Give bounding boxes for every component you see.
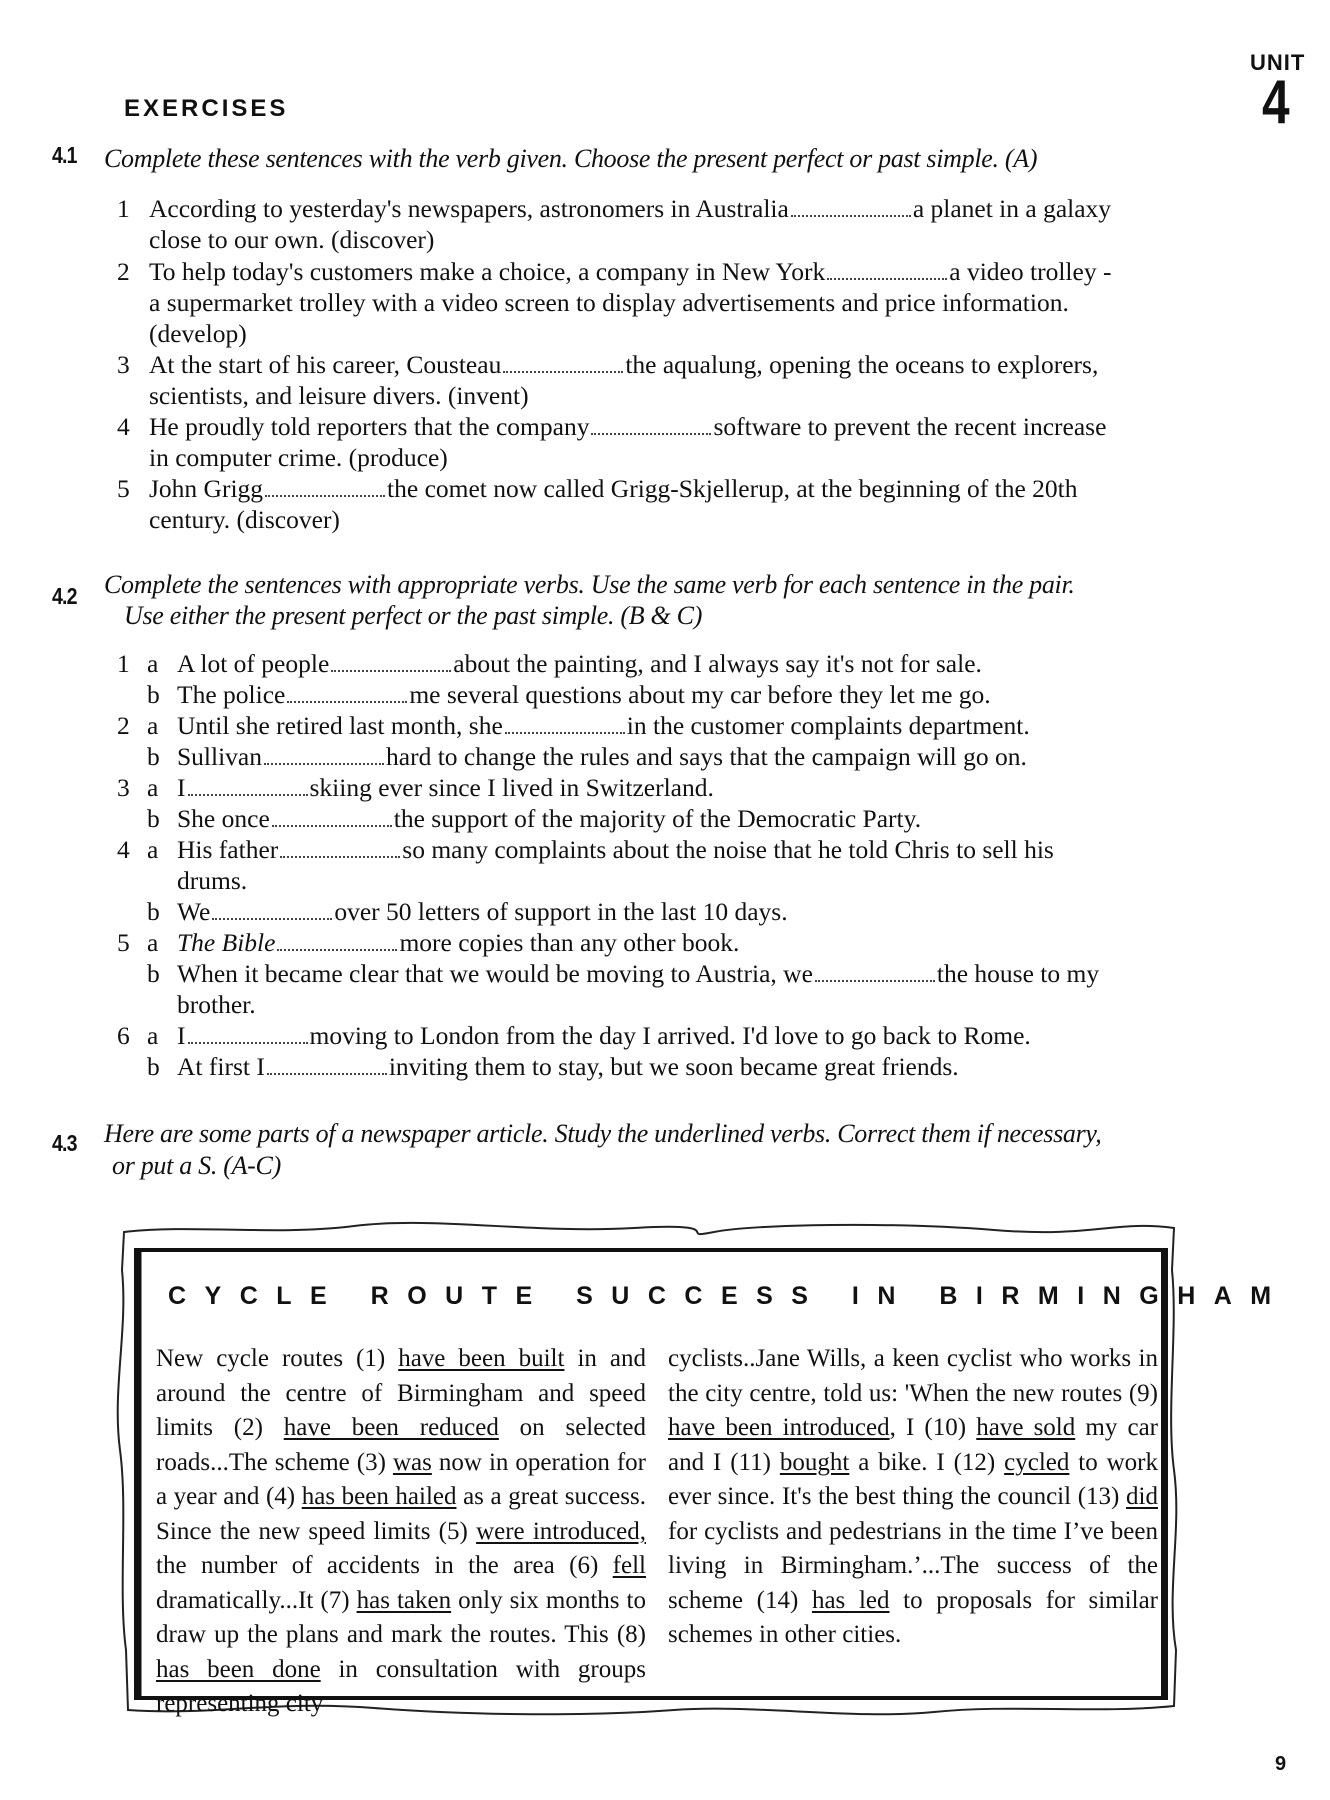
item-text: To help today's customers make a choice, a company in New York xyxy=(149,257,826,286)
underlined-verb: bought xyxy=(779,1448,850,1476)
list-item xyxy=(117,958,1217,1020)
item-text: At first I xyxy=(177,1052,265,1081)
item-letter: a xyxy=(147,649,159,678)
item-text: The police xyxy=(177,680,286,709)
item-text: skiing ever since I lived in Switzerland. xyxy=(309,773,714,802)
item-text: The Bible xyxy=(177,928,276,957)
item-text: more copies than any other book. xyxy=(399,928,740,957)
exercise-number: 4.1 xyxy=(52,142,77,168)
article-column-left xyxy=(156,1342,646,1722)
answer-blank[interactable] xyxy=(791,214,911,217)
article-text: only six months to draw up the plans and mark the routes. This (8) xyxy=(156,1586,646,1648)
underlined-verb: cycled xyxy=(1004,1448,1070,1476)
unit-label: UNIT xyxy=(1250,50,1306,75)
exercise-4-1-items xyxy=(117,193,1217,535)
list-item xyxy=(117,648,1217,679)
item-text: He proudly told reporters that the company xyxy=(149,412,590,441)
list-item xyxy=(117,803,1217,834)
underlined-verb: have been built xyxy=(398,1345,565,1372)
item-text: (develop) xyxy=(149,319,247,348)
answer-blank[interactable] xyxy=(287,700,407,703)
unit-number: 4 xyxy=(1262,68,1290,137)
item-text: Until she retired last month, she xyxy=(177,711,503,740)
item-text: We xyxy=(177,897,211,926)
item-text: the aqualung, opening the oceans to explorers, xyxy=(625,350,1099,379)
item-letter: a xyxy=(147,773,159,802)
item-text: Sullivan xyxy=(177,742,263,771)
article-text: my car and I (11) xyxy=(668,1414,1158,1476)
answer-blank[interactable] xyxy=(188,793,308,796)
item-letter: b xyxy=(147,742,160,771)
answer-blank[interactable] xyxy=(264,762,384,765)
item-text: brother. xyxy=(177,990,256,1019)
item-number: 3 xyxy=(117,350,130,379)
exercise-number: 4.3 xyxy=(52,1130,77,1156)
answer-blank[interactable] xyxy=(815,979,935,982)
article-text: a bike. I (12) xyxy=(849,1448,1005,1476)
answer-blank[interactable] xyxy=(591,432,711,435)
item-letter: b xyxy=(147,959,160,988)
item-text: She once xyxy=(177,804,270,833)
answer-blank[interactable] xyxy=(212,917,332,920)
answer-blank[interactable] xyxy=(272,824,392,827)
article-text: to proposals for similar schemes in other cities. xyxy=(668,1586,1158,1648)
article-column-right xyxy=(668,1342,1158,1653)
exercise-number: 4.2 xyxy=(52,583,77,609)
item-letter: a xyxy=(147,835,159,864)
article-text: dramatically...It (7) xyxy=(156,1586,357,1614)
article-text: in and around the centre of Birmingham and speed limits (2) xyxy=(156,1345,646,1441)
list-item xyxy=(117,473,1217,535)
underlined-verb: has led xyxy=(811,1586,890,1614)
item-number: 1 xyxy=(117,649,130,678)
item-letter: b xyxy=(147,804,160,833)
item-text: drums. xyxy=(177,866,248,895)
exercise-instruction: Use either the present perfect or the past simple. (B & C) xyxy=(124,601,703,630)
item-number: 2 xyxy=(117,711,130,740)
item-letter: a xyxy=(147,711,159,740)
item-text: so many complaints about the noise that he told Chris to sell his xyxy=(402,835,1054,864)
item-letter: b xyxy=(147,680,160,709)
exercise-instruction: Complete the sentences with appropriate verbs. Use the same verb for each sentence in the pair. xyxy=(104,570,1075,599)
answer-blank[interactable] xyxy=(331,669,451,672)
item-text: At the start of his career, Cousteau xyxy=(149,350,502,379)
answer-blank[interactable] xyxy=(188,1041,308,1044)
list-item xyxy=(117,1051,1217,1082)
item-text: in computer crime. (produce) xyxy=(149,443,448,472)
answer-blank[interactable] xyxy=(503,370,623,373)
answer-blank[interactable] xyxy=(265,494,385,497)
item-text: a video trolley - xyxy=(949,257,1112,286)
list-item xyxy=(117,741,1217,772)
item-text: the comet now called Grigg-Skjellerup, at the beginning of the 20th xyxy=(387,474,1078,503)
exercise-instruction: or put a S. (A-C) xyxy=(112,1151,281,1180)
list-item xyxy=(117,927,1217,958)
item-text: I xyxy=(177,1021,186,1050)
underlined-verb: did xyxy=(1126,1483,1158,1510)
item-text: the support of the majority of the Democratic Party. xyxy=(393,804,922,833)
underlined-verb: has been hailed xyxy=(301,1483,457,1510)
item-text: a supermarket trolley with a video screen to display advertisements and price information. xyxy=(149,288,1069,317)
item-text: A lot of people xyxy=(177,649,330,678)
item-text: I xyxy=(177,773,186,802)
article-text: for cyclists and pedestrians in the time I’ve been living in Birmingham.’...The success of the scheme (14) xyxy=(668,1517,1158,1614)
item-text: the house to my xyxy=(936,959,1100,988)
article-text: cyclists..Jane Wills, a keen cyclist who works in the city centre, told us: 'When the new routes (9) xyxy=(668,1345,1158,1407)
item-number: 5 xyxy=(117,474,130,503)
list-item xyxy=(117,679,1217,710)
item-number: 6 xyxy=(117,1021,130,1050)
item-text: According to yesterday's newspapers, astronomers in Australia xyxy=(149,194,789,223)
answer-blank[interactable] xyxy=(827,277,947,280)
exercise-4-2-items xyxy=(117,648,1217,1082)
item-text: His father xyxy=(177,835,279,864)
list-item xyxy=(117,834,1217,896)
item-letter: a xyxy=(147,1021,159,1050)
answer-blank[interactable] xyxy=(277,948,397,951)
item-text: close to our own. (discover) xyxy=(149,225,435,254)
list-item xyxy=(117,193,1217,255)
item-text: scientists, and leisure divers. (invent) xyxy=(149,381,529,410)
item-number: 5 xyxy=(117,928,130,957)
item-number: 4 xyxy=(117,412,130,441)
article-text: the number of accidents in the area (6) xyxy=(156,1552,613,1579)
underlined-verb: have been reduced xyxy=(283,1414,499,1441)
item-number: 1 xyxy=(117,194,130,223)
list-item xyxy=(117,896,1217,927)
item-text: about the painting, and I always say it's not for sale. xyxy=(453,649,982,678)
list-item xyxy=(117,710,1217,741)
article-text: as a great success. Since the new speed limits (5) xyxy=(156,1483,646,1545)
article-text: now in operation for a year and (4) xyxy=(156,1448,646,1510)
list-item xyxy=(117,1020,1217,1051)
item-text: software to prevent the recent increase xyxy=(713,412,1107,441)
item-text: over 50 letters of support in the last 10 days. xyxy=(334,897,788,926)
article-text: to work ever since. It's the best thing the council (13) xyxy=(668,1448,1158,1510)
item-text: me several questions about my car before they let me go. xyxy=(409,680,991,709)
article-text: , I (10) xyxy=(889,1414,977,1441)
item-text: John Grigg xyxy=(149,474,264,503)
answer-blank[interactable] xyxy=(267,1072,387,1075)
item-text: hard to change the rules and says that the campaign will go on. xyxy=(386,742,1027,771)
answer-blank[interactable] xyxy=(505,731,625,734)
item-text: century. (discover) xyxy=(149,505,340,534)
list-item xyxy=(117,349,1217,411)
article-text: in consultation with groups representing city xyxy=(156,1655,646,1717)
item-number: 2 xyxy=(117,257,130,286)
exercises-title: EXERCISES xyxy=(124,95,289,122)
underlined-verb: have sold xyxy=(976,1414,1076,1441)
item-letter: a xyxy=(147,928,159,957)
item-text: a planet in a galaxy xyxy=(912,194,1112,223)
item-letter: b xyxy=(147,1052,160,1081)
list-item xyxy=(117,772,1217,803)
item-letter: b xyxy=(147,897,160,926)
underlined-verb: fell xyxy=(612,1552,646,1579)
underlined-verb: was xyxy=(392,1448,432,1476)
item-text: When it became clear that we would be moving to Austria, we xyxy=(177,959,813,988)
underlined-verb: has taken xyxy=(356,1586,452,1614)
item-number: 3 xyxy=(117,773,130,802)
item-text: moving to London from the day I arrived. I'd love to go back to Rome. xyxy=(309,1021,1031,1050)
article-text: on selected roads...The scheme (3) xyxy=(156,1414,646,1476)
list-item xyxy=(117,411,1217,473)
underlined-verb: were introduced, xyxy=(476,1517,647,1545)
answer-blank[interactable] xyxy=(280,855,400,858)
exercise-instruction: Here are some parts of a newspaper article. Study the underlined verbs. Correct them if necessary, xyxy=(104,1119,1102,1148)
underlined-verb: has been done xyxy=(156,1655,321,1683)
page-number: 9 xyxy=(1275,1753,1287,1775)
item-text: in the customer complaints department. xyxy=(626,711,1030,740)
item-number: 4 xyxy=(117,835,130,864)
exercise-instruction: Complete these sentences with the verb given. Choose the present perfect or past simple. (A) xyxy=(104,144,1038,173)
article-headline: CYCLE ROUTE SUCCESS IN BIRMINGHAM xyxy=(168,1282,1290,1310)
underlined-verb: have been introduced xyxy=(668,1414,890,1441)
article-text: New cycle routes (1) xyxy=(156,1345,399,1372)
list-item xyxy=(117,256,1217,349)
item-text: inviting them to stay, but we soon became great friends. xyxy=(388,1052,959,1081)
